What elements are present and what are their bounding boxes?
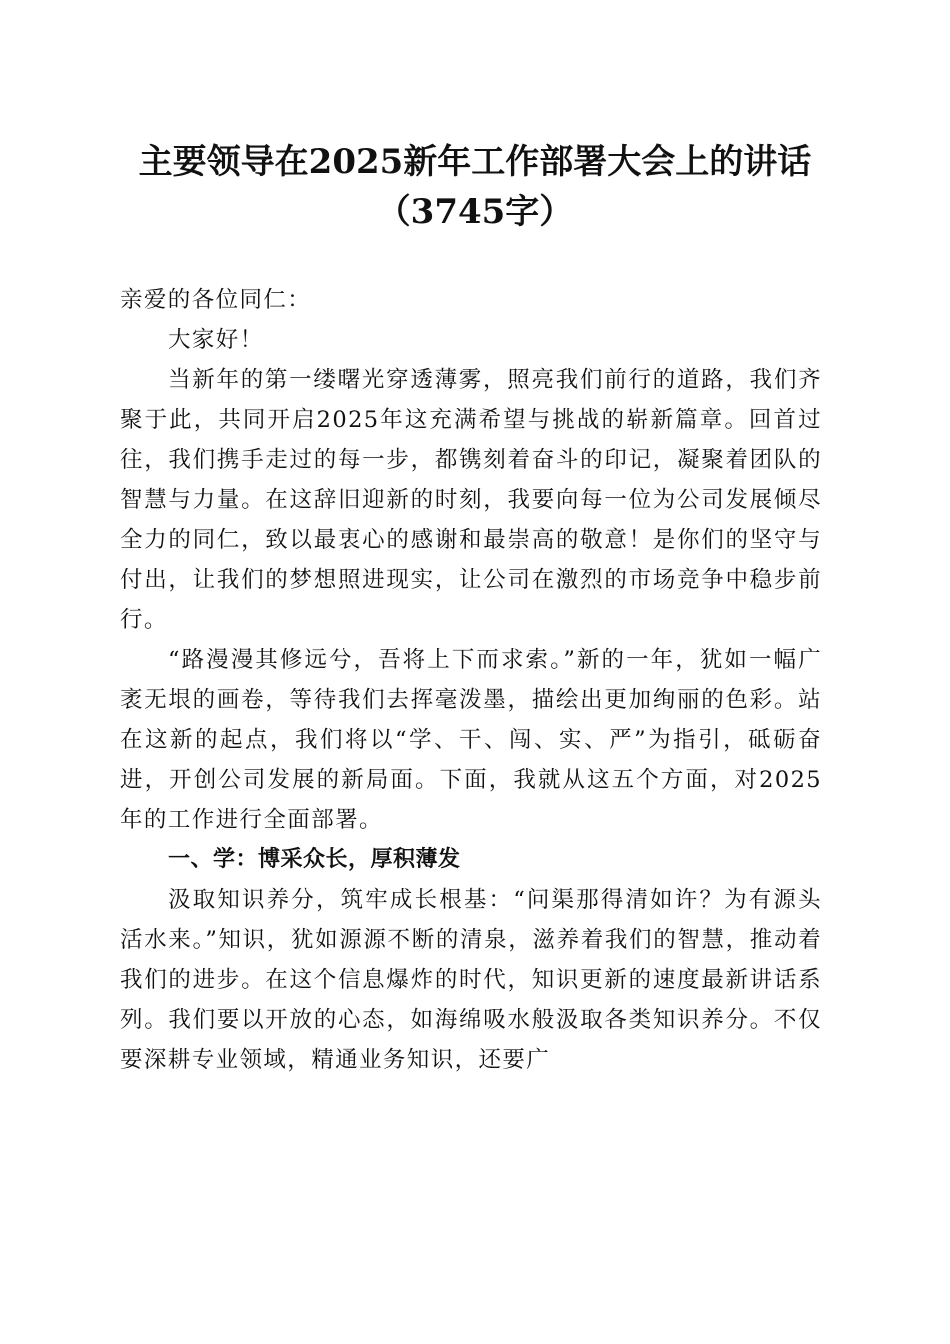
section-heading-1: 一、学：博采众长，厚积薄发 — [168, 847, 461, 872]
document-word-count: （3745字） — [376, 192, 574, 232]
greeting: 大家好！ — [168, 327, 264, 353]
paragraph-outline: “路漫漫其修远兮，吾将上下而求索。”新的一年，犹如一幅广袤无垠的画卷，等待我们去挥毫泼墨，描绘出更加绚丽的色彩。站在这新的起点，我们将以“学、干、闯、实、严”为指引，砥砺奋进，开创公司发展的新局面。下面，我就从这五个方面，对2025年的工作进行全面部署。 — [120, 647, 822, 833]
document-body — [120, 280, 822, 1080]
section-1-paragraph: 汲取知识养分，筑牢成长根基：“问渠那得清如许？为有源头活水来。”知识，犹如源源不断的清泉，滋养着我们的智慧，推动着我们的进步。在这个信息爆炸的时代，知识更新的速度最新讲话系列。我们要以开放的心态，如海绵吸水般汲取各类知识养分。不仅要深耕专业领域，精通业务知识，还要广 — [120, 887, 822, 1073]
paragraph-opening: 当新年的第一缕曙光穿透薄雾，照亮我们前行的道路，我们齐聚于此，共同开启2025年这充满希望与挑战的崭新篇章。回首过往，我们携手走过的每一步，都镌刻着奋斗的印记，凝聚着团队的智慧与力量。在这辞旧迎新的时刻，我要向每一位为公司发展倾尽全力的同仁，致以最衷心的感谢和最崇高的敬意！是你们的坚守与付出，让我们的梦想照进现实，让公司在激烈的市场竞争中稳步前行。 — [120, 367, 822, 633]
document-title: 主要领导在2025新年工作部署大会上的讲话 — [138, 142, 812, 182]
salutation: 亲爱的各位同仁： — [120, 287, 312, 313]
